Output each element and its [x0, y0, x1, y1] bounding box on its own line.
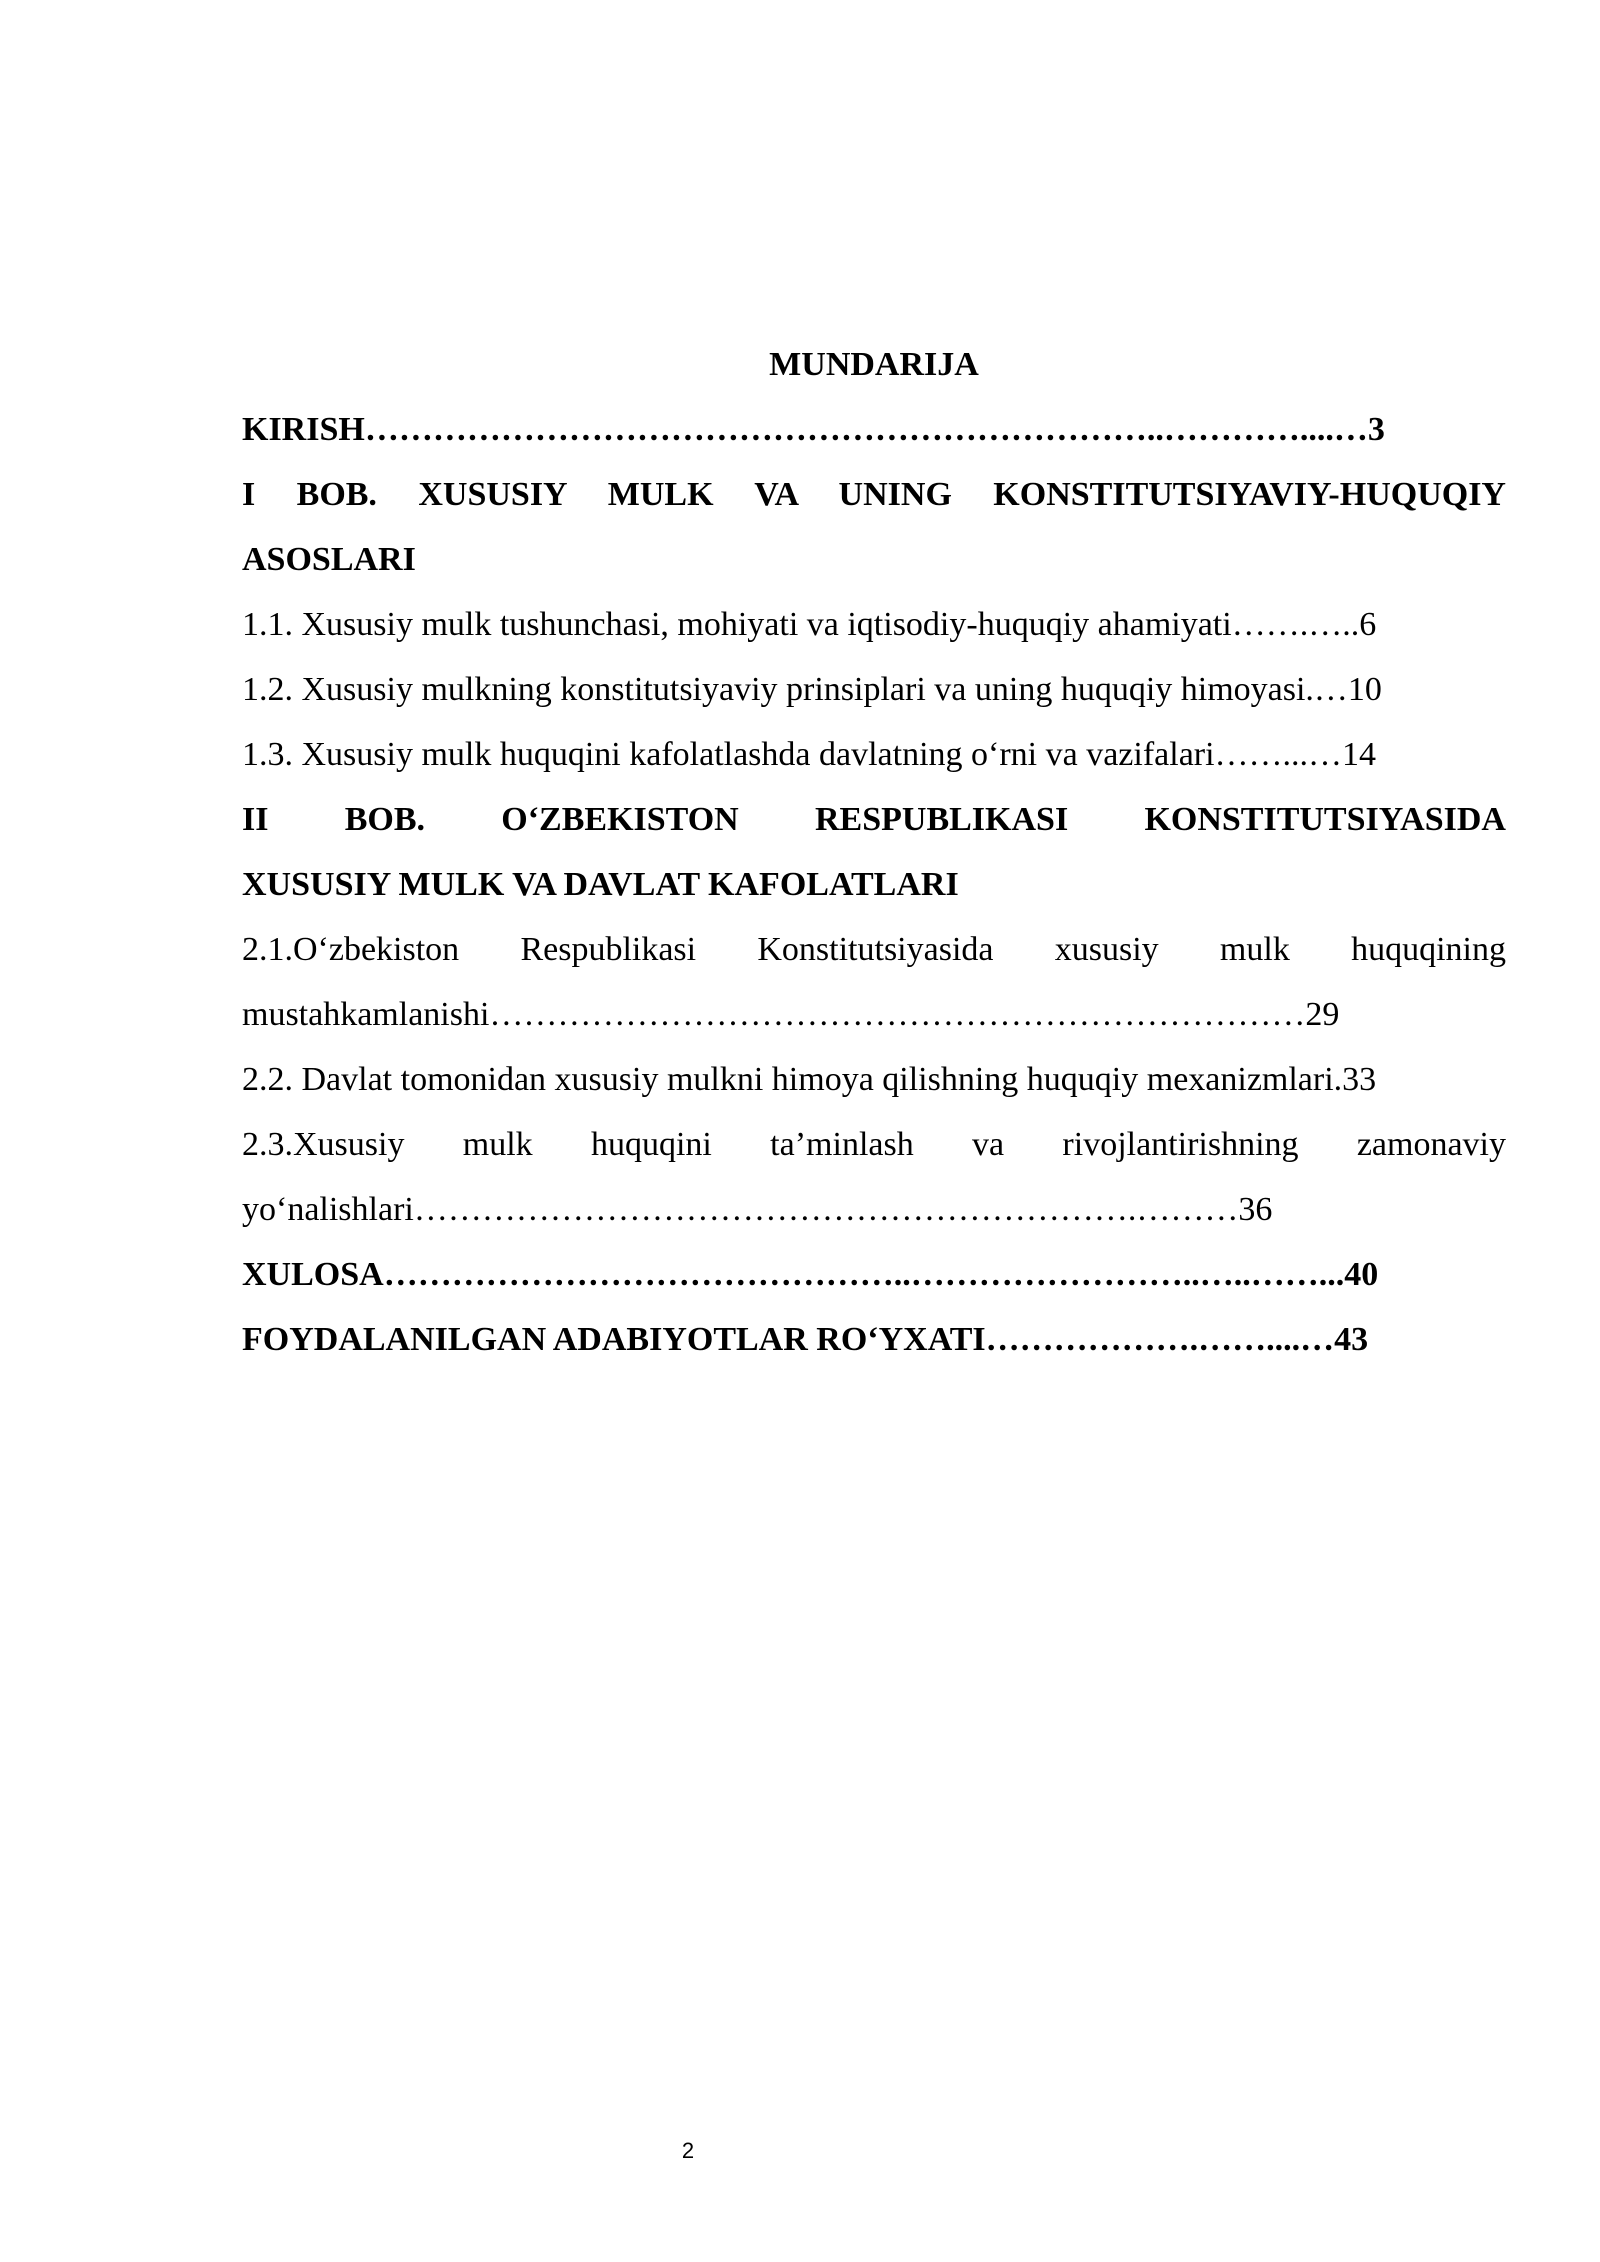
- toc-entry-1-2: 1.2. Xususiy mulkning konstitutsiyaviy prinsiplari va uning huquqiy himoyasi.…10: [242, 671, 1382, 708]
- toc-entry-2-1: 2.1.O‘zbekiston Respublikasi Konstitutsiyasida xususiy mulk huquqining: [242, 931, 1506, 968]
- toc-entry-2-3-cont: yo‘nalishlari……………………………………………………….………36: [242, 1191, 1273, 1228]
- toc-entry-references: FOYDALANILGAN ADABIYOTLAR RO‘YXATI……………….……....…43: [242, 1321, 1369, 1358]
- toc-entry-1-3: 1.3. Xususiy mulk huquqini kafolatlashda davlatning o‘rni va vazifalari……...…14: [242, 736, 1377, 773]
- toc-chapter-2-heading: II BOB. O‘ZBEKISTON RESPUBLIKASI KONSTITUTSIYASIDA: [242, 801, 1506, 838]
- page-number: 2: [681, 2138, 695, 2163]
- toc-entry-1-1: 1.1. Xususiy mulk tushunchasi, mohiyati va iqtisodiy-huquqiy ahamiyati…….…..6: [242, 606, 1377, 643]
- toc-chapter-2-heading-cont: XUSUSIY MULK VA DAVLAT KAFOLATLARI: [242, 866, 959, 903]
- table-of-contents: [242, 332, 1506, 1372]
- toc-entry-2-2: 2.2. Davlat tomonidan xususiy mulkni himoya qilishning huquqiy mexanizmlari.33: [242, 1061, 1377, 1098]
- toc-entry-conclusion: XULOSA………………………………………..……………………..…..……...40: [242, 1256, 1379, 1293]
- toc-entry-2-3: 2.3.Xususiy mulk huquqini ta’minlash va rivojlantirishning zamonaviy: [242, 1126, 1506, 1163]
- toc-entry-intro: KIRISH……………………………………………………………..…………....…3: [242, 411, 1385, 448]
- toc-chapter-1-heading: I BOB. XUSUSIY MULK VA UNING KONSTITUTSIYAVIY-HUQUQIY: [242, 476, 1506, 513]
- toc-title: MUNDARIJA: [769, 346, 979, 383]
- toc-chapter-1-heading-cont: ASOSLARI: [242, 541, 416, 578]
- toc-entry-2-1-cont: mustahkamlanishi………………………………………………………………29: [242, 996, 1340, 1033]
